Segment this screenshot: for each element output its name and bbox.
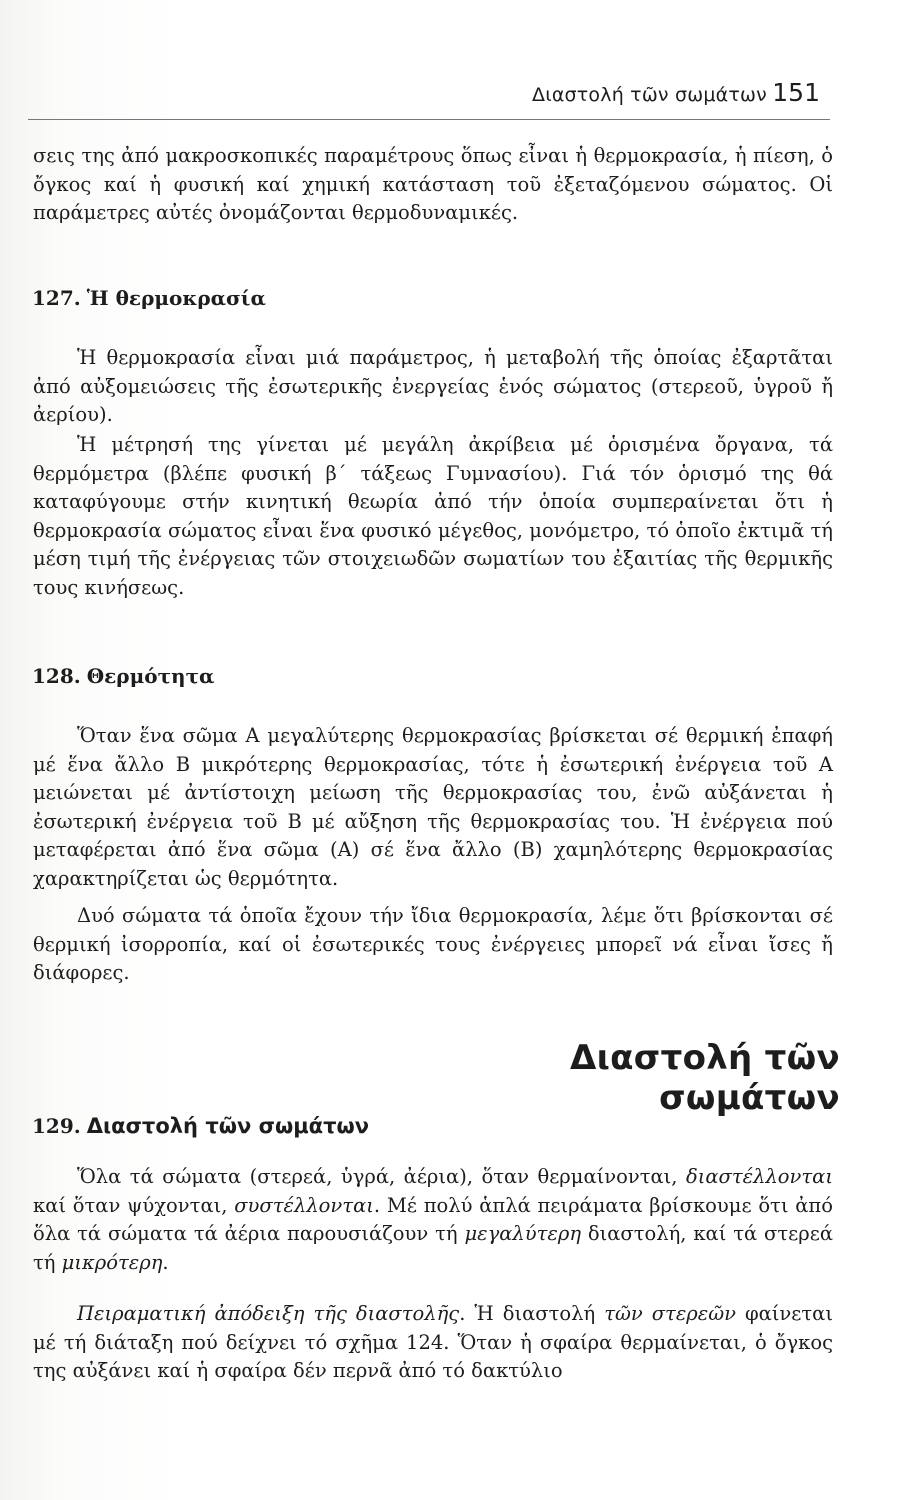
section-128-heading: [32, 664, 214, 688]
section-128-number: 128.: [32, 664, 81, 688]
section-127-paragraph-2: Ἡ μέτρησή της γίνεται μέ μεγάλη ἀκρίβεια μέ ὁρισμένα ὄργανα, τά θερμόμετρα (βλέπε φυσική β΄ τάξεως Γυμνασίου). Γιά τόν ὁρισμό της θά καταφύγουμε στήν κινητική θεωρία ἀπό τήν ὁποία συμπεραίνεται ὅτι ἡ θερμοκρασία σώματος εἶναι ἕνα φυσικό μέγεθος, μονόμετρο, τό ὁποῖο ἐκτιμᾶ τή μέση τιμή τῆς ἐνέργειας τῶν στοιχειωδῶν σωματίων του ἐξαιτίας τῆς θερμικῆς τους κινήσεως.: [33, 433, 833, 599]
section-129-number: 129.: [32, 1114, 81, 1138]
text-run: .: [162, 1250, 169, 1274]
section-129-heading: [32, 1114, 369, 1138]
section-127-paragraph-1: Ἡ θερμοκρασία εἶναι μιά παράμετρος, ἡ μεταβολή τῆς ὁποίας ἐξαρτᾶται ἀπό αὐξομειώσεις τῆς ἐσωτερικῆς ἐνεργείας ἑνός σώματος (στερεοῦ, ὑγροῦ ἤ ἀερίου).: [33, 346, 833, 427]
text-run: . Μέ πολύ ἁπλά πειράματα βρίσκουμε ὅτι ἀπό ὅλα τά σώματα τά ἀέρια παρουσιάζουν τή: [33, 1193, 833, 1246]
section-127-number: 127.: [32, 286, 81, 310]
emphasis: Πειραματική ἀπόδειξη τῆς διαστολῆς: [77, 1302, 460, 1325]
running-title: Διαστολή τῶν σωμάτων: [532, 84, 767, 106]
emphasis: τῶν στερεῶν: [604, 1302, 736, 1325]
chapter-title: Διαστολή τῶν σωμάτων: [569, 1038, 840, 1118]
text-run: διαστολή, καί τά στερεά τή: [33, 1222, 833, 1274]
section-129-paragraph-1: [33, 1163, 833, 1277]
text-run: . Ἡ διαστολή: [459, 1302, 605, 1325]
page-number: 151: [772, 78, 820, 107]
emphasis: διαστέλλονται: [685, 1165, 833, 1188]
text-run: καί ὅταν ψύχονται,: [33, 1193, 235, 1217]
section-127-title: Ἡ θερμοκρασία: [86, 286, 266, 310]
emphasis: μικρότερη: [61, 1250, 163, 1274]
emphasis: συστέλλονται: [234, 1193, 374, 1217]
section-128-paragraph-2: Δυό σώματα τά ὁποῖα ἔχουν τήν ἴδια θερμοκρασία, λέμε ὅτι βρίσκονται σέ θερμική ἰσορροπία, καί οἱ ἐσωτερικές τους ἐνέργειες μπορεῖ νά εἶναι ἴσες ἤ διάφορες.: [33, 904, 833, 985]
section-128-title: Θερμότητα: [86, 664, 215, 688]
section-129-paragraph-2: [33, 1300, 833, 1386]
section-129-title: Διαστολή τῶν σωμάτων: [86, 1114, 370, 1138]
text-run: Ὅλα τά σώματα (στερεά, ὑγρά, ἀέρια), ὅταν θερμαίνονται,: [77, 1165, 686, 1188]
intro-paragraph: σεις της ἀπό μακροσκοπικές παραμέτρους ὅπως εἶναι ἡ θερμοκρασία, ἡ πίεση, ὁ ὄγκος καί ἡ φυσική καί χημική κατάσταση τοῦ ἐξεταζόμενου σώματος. Οἱ παράμετρες αὐτές ὀνομάζονται θερμοδυναμικές.: [33, 144, 833, 225]
header-rule: [28, 119, 830, 120]
running-head: [520, 78, 820, 112]
emphasis: μεγαλύτερη: [464, 1222, 582, 1246]
text-run: φαίνεται μέ τή διάταξη πού δείχνει τό σχῆμα 124. Ὅταν ἡ σφαίρα θερμαίνεται, ὁ ὄγκος της αὐξάνει καί ἡ σφαίρα δέν περνᾶ ἀπό τό δακτύλιο: [33, 1302, 833, 1383]
section-127-heading: [32, 286, 266, 310]
section-128-paragraph-1: Ὅταν ἕνα σῶμα Α μεγαλύτερης θερμοκρασίας βρίσκεται σέ θερμική ἐπαφή μέ ἕνα ἄλλο Β μικρότερης θερμοκρασίας, τότε ἡ ἐσωτερική ἐνέργεια τοῦ Α μειώνεται μέ ἀντίστοιχη μείωση τῆς θερμοκρασίας του, ἐνῶ αὐξάνεται ἡ ἐσωτερική ἐνέργεια τοῦ Β μέ αὔξηση τῆς θερμοκρασίας του. Ἡ ἐνέργεια πού μεταφέρεται ἀπό ἕνα σῶμα (Α) σέ ἕνα ἄλλο (Β) χαμηλότερης θερμοκρασίας χαρακτηρίζεται ὡς θερμότητα.: [33, 724, 833, 890]
